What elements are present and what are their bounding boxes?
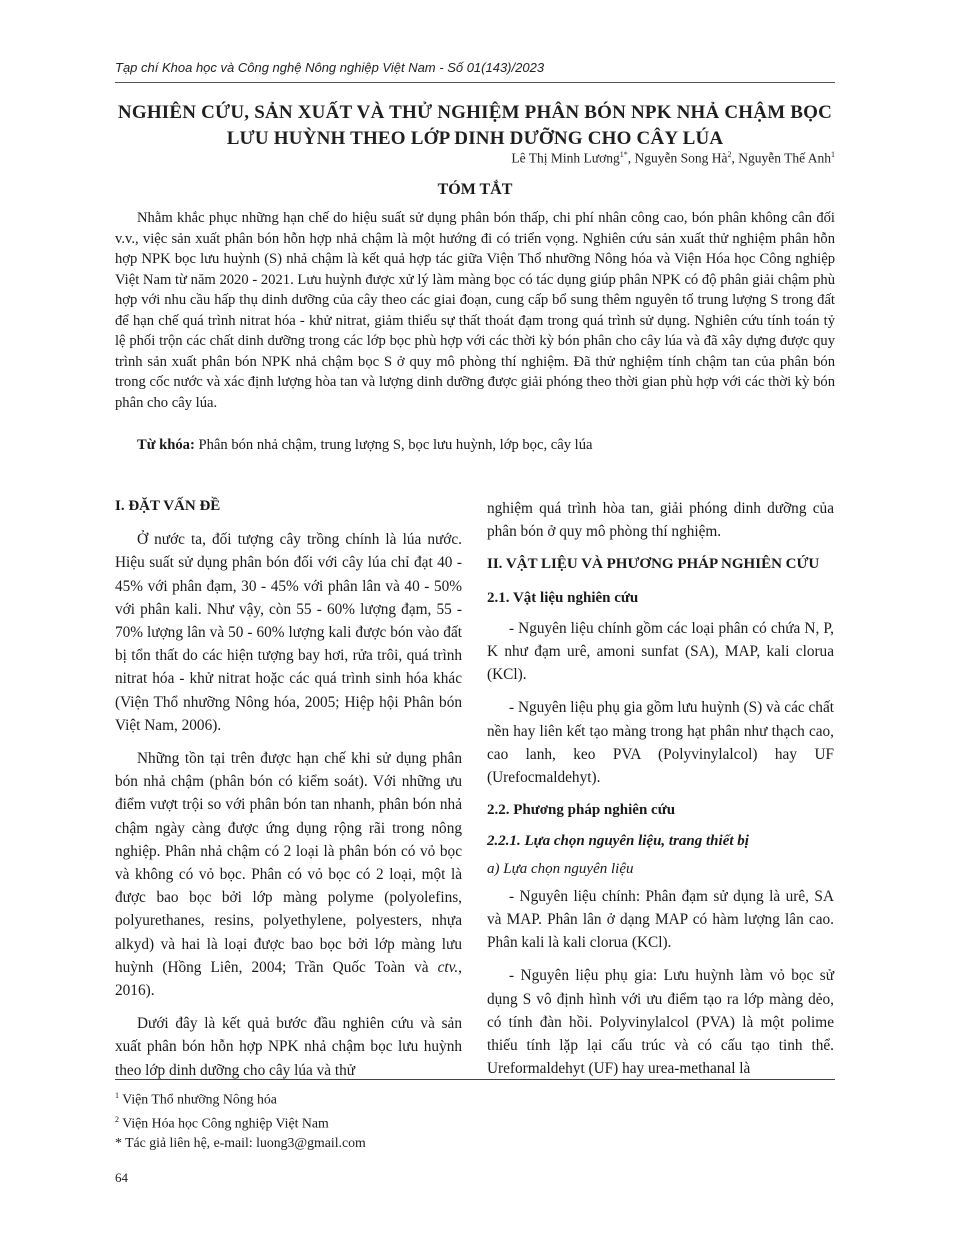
abstract-heading: TÓM TẮT <box>437 181 513 198</box>
keywords-label: Từ khóa: <box>137 437 195 453</box>
author-3: , Nguyễn Thế Anh <box>731 150 831 166</box>
paper-title <box>115 100 835 152</box>
footnote-2-text: Viện Hóa học Công nghiệp Việt Nam <box>119 1115 329 1131</box>
keywords <box>115 435 835 455</box>
footnote-2-mark: 2 <box>115 1114 119 1124</box>
intro-paragraph-1: Ở nước ta, đối tượng cây trồng chính là lúa nước. Hiệu suất sử dụng phân bón đối với cây lúa chỉ đạt 40 - 45% với phân đạm, 30 - 45% với phân lân và 40 - 50% với phân kali. Như vậy, còn 55 - 60% lượng đạm, 55 - 70% lượng lân và 50 - 60% lượng kali được bón vào đất bị tổn thất do các hiện tượng bay hơi, rửa trôi, quá trình nitrat hóa - khử nitrat hoặc các quá trình sinh hóa khác (Viện Thổ nhưỡng Nông hóa, 2005; Hiệp hội Phân bón Việt Nam, 2006). <box>115 531 462 734</box>
right-column <box>487 497 834 1080</box>
page-number: 64 <box>115 1170 128 1185</box>
footnote-rule <box>115 1079 835 1080</box>
journal-header: Tạp chí Khoa học và Công nghệ Nông nghiệp Việt Nam - Số 01(143)/2023 <box>115 60 545 75</box>
intro-p2-text: Những tồn tại trên được hạn chế khi sử dụng phân bón nhả chậm (phân bón có kiểm soát). Với những ưu điểm vượt trội so với phân bón tan nhanh, phân bón nhả chậm ngày càng được ứng dụng rộng rãi trong nông nghiệp. Phân nhả chậm có 2 loại là phân bón có vỏ bọc và không có vỏ bọc. Phân có vỏ bọc có 2 loại, một là được bao bọc bởi lớp màng polyme (polyolefins, polyurethanes, resins, polyethylene, polyesters, nhựa alkyd) và hai là loại được bao bọc bởi lớp màng lưu huỳnh (Hồng Liên, 2004; Trần Quốc Toàn và <box>115 750 462 976</box>
materials-item-2: - Nguyên liệu phụ gia gồm lưu huỳnh (S) và các chất nền hay liên kết tạo màng trong hạt phân như thạch cao, cao lanh, keo PVA (Polyvinylalcol) hay UF (Urefocmaldehyt). <box>487 699 834 787</box>
footnote-2 <box>115 1110 366 1134</box>
header-rule <box>115 82 835 83</box>
title-line-1: NGHIÊN CỨU, SẢN XUẤT VÀ THỬ NGHIỆM PHÂN BÓN NPK NHẢ CHẬM BỌC <box>117 102 833 123</box>
subsection-materials: 2.1. Vật liệu nghiên cứu <box>487 589 639 606</box>
intro-paragraph-3: Dưới đây là kết quả bước đầu nghiên cứu và sản xuất phân bón hỗn hợp NPK nhả chậm bọc lưu huỳnh theo lớp dinh dưỡng cho cây lúa và thử <box>115 1015 462 1079</box>
footnote-1-mark: 1 <box>115 1091 119 1100</box>
intro-p2-etal: ctv. <box>437 958 459 976</box>
item-a-heading: a) Lựa chọn nguyên liệu <box>487 860 634 877</box>
left-column <box>115 495 462 1082</box>
footnote-1-text: Viện Thổ nhưỡng Nông hóa <box>119 1091 277 1107</box>
footnotes <box>115 1086 366 1153</box>
author-1: Lê Thị Minh Lương <box>511 150 620 166</box>
author-list <box>511 150 835 167</box>
author-1-affil: 1* <box>619 150 628 159</box>
selection-item-2: - Nguyên liệu phụ gia: Lưu huỳnh làm vỏ bọc sử dụng S vô định hình với ưu điểm tạo ra lớp màng dẻo, có tính đàn hồi. Polyvinylalcol (PVA) là một polime thiếu tính lặp lại cấu trúc và có cấu tạo tinh thể. Ureformaldehyt (UF) hay urea-methanal là <box>487 967 834 1078</box>
abstract-text: Nhằm khắc phục những hạn chế do hiệu suất sử dụng phân bón thấp, chi phí nhân công cao, bón phân không cân đối v.v., việc sản xuất phân bón hỗn hợp nhả chậm là một hướng đi có triển vọng. Nghiên cứu sản xuất thử nghiệm phân hỗn hợp NPK bọc lưu huỳnh (S) nhả chậm là kết quả hợp tác giữa Viện Thổ nhưỡng Nông hóa và Viện Hóa học Công nghiệp Việt Nam từ năm 2020 - 2021. Lưu huỳnh được xử lý làm màng bọc có tác dụng giúp phân NPK có độ phân giải chậm phù hợp với nhu cầu hấp thụ dinh dưỡng của cây theo các giai đoạn, cung cấp bổ sung thêm nguyên tố trung lượng S trong đất để hạn chế quá trình nitrat hóa - khử nitrat, giảm thiểu sự thất thoát đạm trong quá trình sử dụng. Nghiên cứu tính toán tỷ lệ phối trộn các chất dinh dưỡng trong các lớp bọc phù hợp với các thời kỳ bón phân cho cây lúa và đã xây dựng được quy trình sản xuất phân bón NPK nhả chậm bọc S ở quy mô phòng thí nghiệm. Đã thử nghiệm tính chậm tan của phân bón trong cốc nước và xác định lượng hòa tan và lượng dinh dưỡng được giải phóng theo thời gian phù hợp với các thời kỳ bón phân cho cây lúa. <box>115 210 835 411</box>
selection-item-1: - Nguyên liệu chính: Phân đạm sử dụng là urê, SA và MAP. Phân lân ở dạng MAP có hàm lượng lân cao. Phân kali là kali clorua (KCl). <box>487 887 834 952</box>
title-line-2: LƯU HUỲNH THEO LỚP DINH DƯỠNG CHO CÂY LÚA <box>226 128 724 149</box>
subsection-methods: 2.2. Phương pháp nghiên cứu <box>487 802 676 819</box>
section-heading-intro: I. ĐẶT VẤN ĐỀ <box>115 498 221 514</box>
footnote-3: * Tác giả liên hệ, e-mail: luong3@gmail.com <box>115 1135 366 1151</box>
subsubsection-selection: 2.2.1. Lựa chọn nguyên liệu, trang thiết bị <box>487 833 749 850</box>
section-heading-methods: II. VẬT LIỆU VÀ PHƯƠNG PHÁP NGHIÊN CỨU <box>487 556 820 573</box>
footnote-1 <box>115 1086 366 1110</box>
materials-item-1: - Nguyên liệu chính gồm các loại phân có chứa N, P, K như đạm urê, amoni sunfat (SA), MAP, kali clorua (KCl). <box>487 619 834 684</box>
intro-paragraph-2 <box>115 747 462 1002</box>
author-3-affil: 1 <box>831 150 835 159</box>
author-2: , Nguyễn Song Hà <box>627 150 728 166</box>
intro-p2-end: , 2016). <box>115 958 462 1000</box>
keywords-list: Phân bón nhả chậm, trung lượng S, bọc lưu huỳnh, lớp bọc, cây lúa <box>194 437 593 453</box>
intro-continuation: nghiệm quá trình hòa tan, giải phóng dinh dưỡng của phân bón ở quy mô phòng thí nghiệm. <box>487 500 834 541</box>
author-2-affil: 2 <box>727 150 732 159</box>
